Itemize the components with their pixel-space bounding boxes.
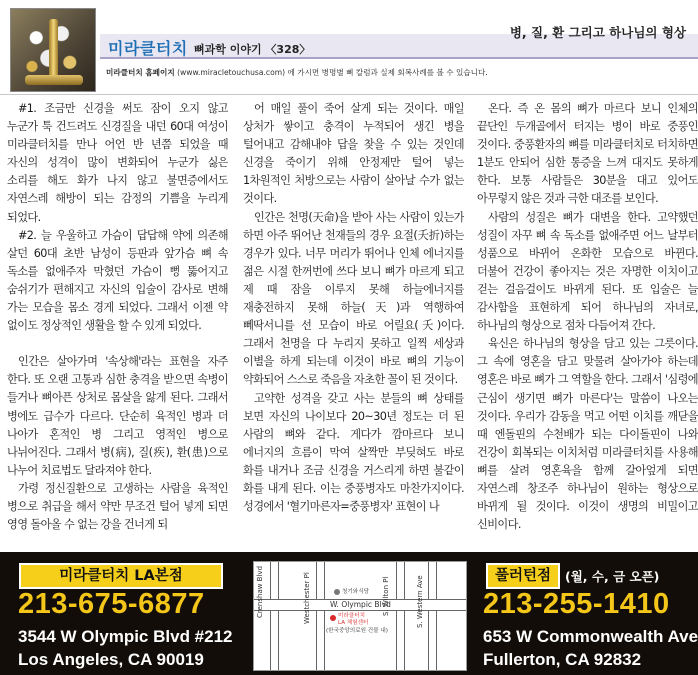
brand-name: 미라클터치 — [108, 39, 188, 58]
product-stand — [49, 19, 58, 79]
western-label: S. Western Ave — [416, 575, 424, 628]
homepage-url[interactable]: (www.miracletouchusa.com) — [177, 68, 286, 77]
landmark-marker — [334, 589, 340, 595]
paragraph: 사람의 성질은 뼈가 대변을 한다. 고약했던 성질이 자꾸 뼈 속 독소를 없애주면 어느 날부터 성품으로 바뀌어 온화한 모습으로 바뀐다. 더불어 건강이 좋아지는 것은 자명한 이치이고 걷는 걸음걸이도 바뀌게 된다. 또 입술은 늘 감사함을 표현하게 되어 하나님의 자녀로, 하나님의 형상으로 점차 다듬어져 간다. — [477, 210, 698, 333]
westchester-road — [316, 562, 325, 671]
paragraph: 인간은 천명(天命)을 받아 사는 사람이 있는가 하면 아주 뛰어난 천재들의 경우 요절(夭折)하는 경우가 있다. 너무 머리가 뛰어나 인체 에너지를 젊은 시절 한꺼번에 쓰다 보니 뼈가 마르게 되고 제 때 잠을 이루지 못해 하늘에너지를 재충전하지 못해 하늘(天)과 역행하여 뻬딱서니를 선 모습이 바로 어릴요(夭)이다. 그래서 천명을 다 누리지 못하고 일찍 세상과 이별을 하게 되는데 이것이 바로 뼈의 기능이 약화되어 스스로 죽음을 자초한 꼴이 된 것이다. — [243, 210, 464, 387]
header-divider — [0, 94, 698, 95]
paragraph: 온다. 즉 온 몸의 뼈가 마르다 보니 인체의 끝단인 두개골에서 터지는 병이 바로 중풍인 것이다. 중풍환자의 뼈를 미라클터치로 터치하면 1분도 안되어 심한 통증을 느껴 대지도 못하게 한다. 보통 사람들은 30분을 대고 있어도 아무렇지 않은 것과 극한 대조를 보인다. — [477, 102, 698, 206]
la-phone[interactable]: 213-675-6877 — [18, 588, 205, 620]
la-store-tag: 미라클터치 LA본점 — [19, 563, 223, 589]
product-photo — [10, 8, 96, 92]
product-base — [25, 75, 83, 85]
article-column-1 — [7, 100, 228, 548]
fullerton-address-line1: 653 W Commonwealth Ave — [483, 627, 698, 646]
homepage-label: 미라클터치 홈페이지 — [106, 68, 175, 77]
wilton-label: S. Wilton Pl — [382, 576, 390, 616]
store-label-1: 미라클터치 — [338, 613, 366, 619]
crenshaw-road — [270, 562, 279, 671]
fullerton-address-line2: Fullerton, CA 92832 — [483, 650, 642, 669]
location-map — [253, 561, 467, 671]
article-column-3 — [477, 100, 698, 548]
western-road — [428, 562, 437, 671]
crenshaw-label: Crenshaw Blvd — [256, 565, 264, 618]
fullerton-hours: (월, 수, 금 오픈) — [565, 569, 660, 584]
wilton-road — [396, 562, 405, 671]
olympic-label: W. Olympic Blvd — [330, 600, 391, 609]
store-label-2: LA 체험센터 — [338, 620, 369, 626]
paragraph: 어 매일 풀이 죽어 살게 되는 것이다. 매일 상처가 쌓이고 충격이 누적되어 생긴 병을 털어내고 감해내야 답을 찾을 수 있는 것인데 신경을 죽이기 위해 안정제만 털어 넣는 1차원적인 처방으로는 사람이 살아날 수가 없는 것이다. — [243, 102, 464, 206]
paragraph: 인간은 살아가며 '속상해'라는 표현을 자주 한다. 또 오랜 고통과 심한 충격을 받으면 속병이 들거나 뼈아픈 상처로 몸살을 앓게 된다. 그래서 병에도 급수가 다르다. 단순히 육적인 병과 더 나아가 혼적인 병 그리고 영적인 병으로 나뉘어진다. 그래서 병(病), 질(疾), 환(患)으로 나누어 치료법도 달라져야 한다. — [7, 355, 228, 477]
series-title: 뼈과학 이야기 〈328〉 — [194, 43, 311, 56]
fullerton-store-tag: 풀러턴점 — [486, 563, 560, 589]
paragraph: 육신은 하나님의 형상을 담고 있는 그릇이다. 그 속에 영혼을 담고 맞물려 살아가야 하는데 영혼은 바로 뼈가 그 역할을 한다. 그래서 '심령에 근심이 생기면 뼈가 마른다'는 말씀이 나오는 것이다. 우리가 감동을 먹고 어떤 이치를 깨닫을 때 엔돌핀의 수천배가 되는 다이돌핀이 나와 건강이 회복되는 이치처럼 미라클터치를 사용해 뼈를 살려 영혼육을 함께 갈아엎게 되면 자연스레 창조주 하나님이 원하는 형상으로 바뀌게 될 것이다. 이것이 생명의 비밀이고 신비이다. — [477, 337, 698, 532]
paragraph: 고약한 성격을 갖고 사는 분들의 뼈 상태를 보면 자신의 나이보다 20~30년 정도는 더 된 사람의 뼈와 같다. 게다가 깜마르다 보니 에너지의 흐름이 막여 살짝만 부딪혀도 바로 화를 내거나 조금 신경을 거스리게 하면 불같이 화를 내게 된다. 이는 중풍병자도 마찬가지이다. 성경에서 '혈기마른자=중풍병자' 표현이 나 — [243, 391, 464, 514]
store-marker — [330, 615, 336, 621]
la-address-line2: Los Angeles, CA 90019 — [18, 650, 204, 669]
landmark-label: 청기와식당 — [342, 589, 370, 595]
store-label-3: (한국중앙의료원 건물 내) — [326, 628, 388, 634]
article-column-2 — [243, 100, 464, 548]
paragraph: #2. 늘 우울하고 가슴이 답답해 약에 의존해 살던 60대 초반 남성이 등판과 앞가슴 뼈 속 독소를 없애주자 막혔던 가슴이 뻥 뚫어지고 숨쉬기가 편해지고 자신의 입술이 감사로 변해 가는 모습을 몸소 경게 되었다. 그래서 이젠 약 없이도 정상적인 생활을 할 수 있게 되었다. — [7, 228, 228, 333]
fullerton-phone[interactable]: 213-255-1410 — [483, 588, 670, 620]
paragraph: #1. 조금만 신경을 써도 잠이 오지 않고 누군가 툭 건드려도 신경질을 내던 60대 여성이 미라클터치를 만나 어언 반 년쯤 되었을 때 자신의 성격이 많이 변화되어 누군가 싫은 소리를 해도 화가 나지 않고 불면증에서도 자연스레 해방이 되는 감정의 기쁨을 누리게 되었다. — [7, 102, 228, 224]
paragraph: 가령 정신질환으로 고생하는 사람을 육적인 병으로 취급을 해서 약만 무조건 털어 넣게 되면 영영 돌아올 수 없는 강을 건너게 되 — [7, 481, 228, 532]
column-header — [0, 0, 698, 92]
article-headline: 병, 질, 환 그리고 하나님의 형상 — [509, 25, 686, 40]
homepage-line — [106, 67, 488, 78]
la-address-line1: 3544 W Olympic Blvd #212 — [18, 627, 233, 646]
homepage-note: 에 가시면 병명별 뼈 칼럼과 실제 회복사례를 볼 수 있습니다. — [287, 68, 488, 77]
westchester-label: Westchester Pl — [303, 572, 311, 624]
